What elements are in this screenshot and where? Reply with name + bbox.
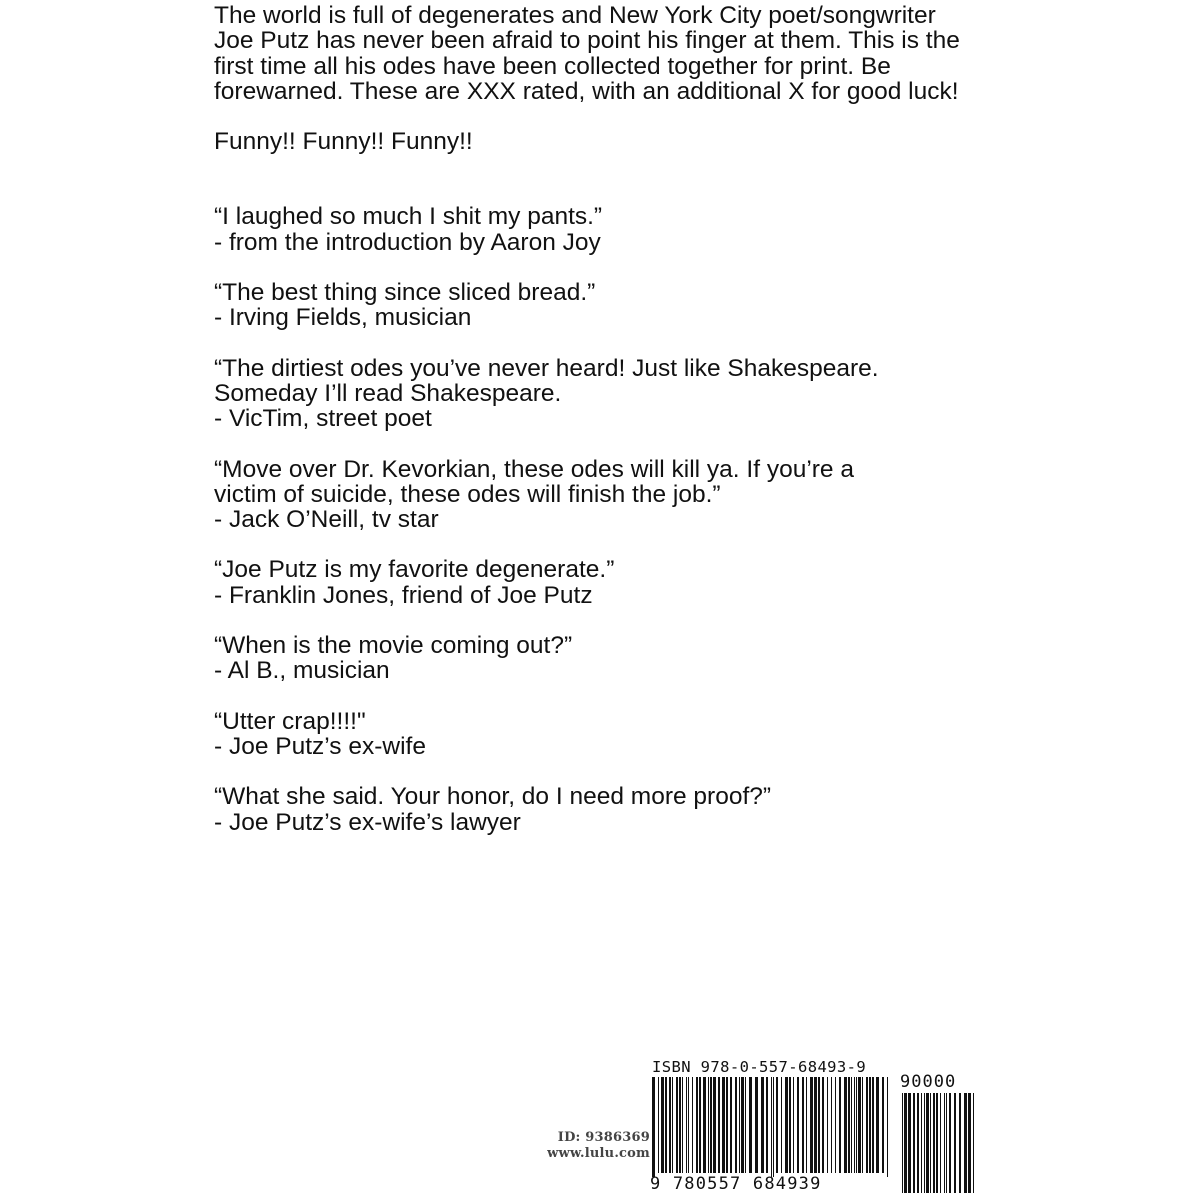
barcode-bar [822, 1077, 824, 1173]
barcode-bar [785, 1077, 788, 1173]
review-quote [214, 356, 974, 432]
barcode-bar [692, 1077, 693, 1173]
barcode-bar [755, 1077, 758, 1173]
barcode-bar [730, 1077, 732, 1173]
back-cover-text [214, 3, 974, 860]
barcode-bar [933, 1093, 935, 1193]
barcode-bar [844, 1077, 847, 1173]
quote-attribution: - Joe Putz’s ex-wife’s lawyer [214, 808, 521, 836]
barcode-bar [745, 1077, 746, 1173]
barcode-bar [921, 1093, 922, 1193]
barcode-bar [924, 1093, 925, 1193]
barcode-bar [789, 1077, 791, 1173]
barcode-bar [781, 1077, 782, 1173]
review-quote [214, 709, 974, 760]
addon-barcode-bars [902, 1093, 974, 1193]
quote-text-line: “What she said. Your honor, do I need more proof?” [214, 783, 772, 811]
quote-attribution: - Jack O’Neill, tv star [214, 506, 439, 534]
barcode-bar [848, 1077, 850, 1173]
barcode-bar [688, 1077, 689, 1173]
barcode-bar [869, 1077, 871, 1173]
quote-text-line: “When is the movie coming out?” [214, 632, 573, 660]
barcode-bar [913, 1093, 915, 1193]
barcode-bar [710, 1077, 712, 1173]
quote-attribution: - from the introduction by Aaron Joy [214, 228, 601, 256]
publisher-url: www.lulu.com [547, 1146, 650, 1161]
barcode-bar [739, 1077, 740, 1173]
barcode-bar [866, 1077, 868, 1173]
book-blurb: The world is full of degenerates and New York City poet/songwriter Joe Putz has never been afraid to point his finger at them. This is the first time all his odes have been collected together for print. Be forewarned. These are XXX rated, with an additional X for good luck! [214, 2, 960, 105]
publisher-id: ID: 9386369 [557, 1130, 650, 1145]
quote-text-line: “Utter crap!!!!" [214, 707, 366, 735]
barcode-bar [851, 1077, 852, 1173]
barcode-bar [858, 1077, 861, 1173]
quote-attribution: - Joe Putz’s ex-wife [214, 732, 426, 760]
review-quote [214, 557, 974, 608]
barcode-bar [802, 1077, 804, 1173]
barcode-bar [699, 1077, 701, 1173]
barcode-bar [761, 1077, 764, 1173]
barcode-bar [964, 1093, 967, 1193]
review-quote [214, 204, 974, 255]
barcode-bar [940, 1093, 941, 1193]
quote-attribution: - VicTim, street poet [214, 405, 432, 433]
review-quote [214, 457, 974, 533]
barcode-bar [672, 1077, 673, 1173]
barcode-bar [773, 1077, 774, 1177]
barcode-digits: 9 780557 684939 [650, 1174, 822, 1194]
quotes-list [214, 204, 974, 834]
barcode-bar [749, 1077, 752, 1173]
barcode-bar [827, 1077, 828, 1173]
barcode-bar [665, 1077, 667, 1173]
barcode-bar [726, 1077, 728, 1173]
barcode-bar [766, 1077, 768, 1173]
barcode-bar [696, 1077, 698, 1173]
barcode-bar [708, 1077, 709, 1173]
quote-attribution: - Al B., musician [214, 657, 390, 685]
quote-text-line: victim of suicide, these odes will finish the job.” [214, 480, 721, 508]
barcode-bar [814, 1077, 817, 1173]
barcode-bar [954, 1093, 956, 1193]
quote-text-line: “The best thing since sliced bread.” [214, 279, 596, 307]
barcode-bar [944, 1093, 945, 1193]
quote-text-line: Someday I’ll read Shakespeare. [214, 379, 562, 407]
barcode-bar [686, 1077, 687, 1173]
quote-text-line: “The dirtiest odes you’ve never heard! Just like Shakespeare. [214, 354, 879, 382]
barcode-bar [776, 1077, 778, 1173]
barcode-bar [862, 1077, 863, 1173]
quote-attribution: - Irving Fields, musician [214, 304, 472, 332]
review-quote [214, 633, 974, 684]
review-quote [214, 784, 974, 835]
barcode-bar [713, 1077, 716, 1173]
publisher-info [516, 1130, 650, 1162]
barcode-bar [876, 1077, 879, 1173]
barcode-bar [856, 1077, 857, 1173]
barcode-bar [926, 1093, 929, 1193]
barcode-bar [930, 1093, 931, 1193]
barcode-bar [904, 1093, 907, 1193]
barcode-bar [949, 1093, 951, 1193]
isbn-label: ISBN 978-0-557-68493-9 [652, 1058, 867, 1076]
ean-barcode-bars [652, 1077, 890, 1177]
quote-attribution: - Franklin Jones, friend of Joe Putz [214, 581, 593, 609]
barcode-bar [741, 1077, 744, 1173]
review-quote [214, 280, 974, 331]
barcode-bar [718, 1077, 720, 1173]
barcode-bar [793, 1077, 794, 1173]
quote-text-line: “Joe Putz is my favorite degenerate.” [214, 556, 615, 584]
barcode-bar [936, 1093, 938, 1193]
barcode-bar [917, 1093, 919, 1193]
barcode-bar [771, 1077, 772, 1177]
barcode-bar [882, 1077, 884, 1173]
barcode-bar [835, 1077, 836, 1173]
barcode-bar [722, 1077, 725, 1173]
price-addon-label: 90000 [900, 1072, 957, 1092]
barcode-bar [818, 1077, 820, 1173]
barcode-bar [797, 1077, 799, 1173]
barcode-bar [679, 1077, 681, 1173]
barcode-bar [682, 1077, 683, 1173]
barcode-bar [658, 1077, 659, 1173]
barcode-bar [887, 1077, 888, 1177]
quote-text-line: “Move over Dr. Kevorkian, these odes will kill ya. If you’re a [214, 455, 854, 483]
barcode-bar [806, 1077, 807, 1173]
barcode-bar [959, 1093, 961, 1193]
barcode-bar [872, 1077, 874, 1173]
barcode-bar [902, 1093, 903, 1193]
barcode-bar [735, 1077, 737, 1173]
barcode-bar [973, 1093, 974, 1193]
barcode-bar [908, 1093, 911, 1193]
barcode-bar [854, 1077, 855, 1173]
tagline: Funny!! Funny!! Funny!! [214, 128, 473, 156]
barcode-bar [661, 1077, 664, 1173]
quote-text-line: “I laughed so much I shit my pants.” [214, 203, 603, 231]
barcode-bar [946, 1093, 947, 1193]
barcode-bar [669, 1077, 671, 1173]
isbn-barcode [650, 1055, 975, 1193]
barcode-bar [839, 1077, 841, 1173]
barcode-bar [831, 1077, 832, 1173]
barcode-bar [968, 1093, 971, 1193]
barcode-bar [652, 1077, 655, 1177]
barcode-bar [676, 1077, 678, 1173]
barcode-bar [810, 1077, 813, 1173]
barcode-bar [703, 1077, 706, 1173]
